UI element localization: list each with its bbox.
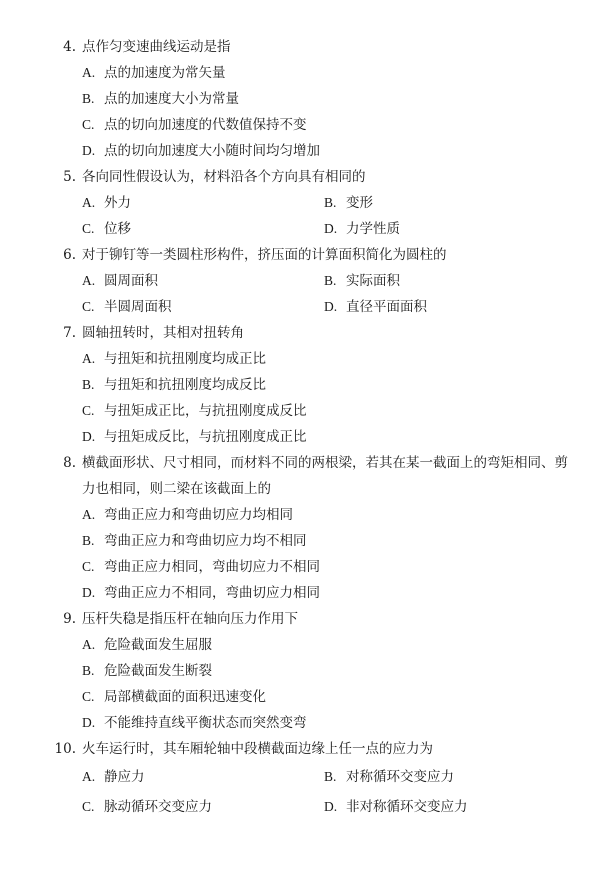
option-c [82, 402, 307, 420]
option-text: 外力 [104, 195, 131, 211]
option-c [82, 798, 212, 816]
option-c [82, 220, 131, 238]
option-text: 不能维持直线平衡状态而突然变弯 [104, 715, 307, 731]
option-letter: B. [82, 91, 95, 106]
option-text: 位移 [104, 221, 131, 237]
option-text: 弯曲正应力不相同，弯曲切应力相同 [104, 585, 320, 601]
option-a [82, 272, 158, 290]
option-letter: A. [82, 507, 96, 522]
option-text: 圆周面积 [104, 273, 158, 289]
question-stem: 压杆失稳是指压杆在轴向压力作用下 [82, 611, 298, 627]
option-letter: C. [82, 221, 95, 236]
option-text: 对称循环交变应力 [346, 769, 454, 785]
option-a [82, 506, 293, 524]
option-letter: C. [82, 117, 95, 132]
question-number: 9. [63, 611, 76, 627]
option-a [82, 768, 145, 786]
option-letter: D. [82, 585, 96, 600]
option-d [324, 220, 400, 238]
option-letter: B. [82, 377, 95, 392]
option-b [324, 194, 373, 212]
option-text: 半圆周面积 [104, 299, 172, 315]
option-text: 点的切向加速度大小随时间均匀增加 [104, 143, 320, 159]
option-text: 危险截面发生断裂 [104, 663, 212, 679]
option-letter: A. [82, 769, 96, 784]
option-text: 与扭矩和抗扭刚度均成正比 [104, 351, 266, 367]
question-stem-line-1: 横截面形状、尺寸相同，而材料不同的两根梁，若其在某一截面上的弯矩相同、剪 [82, 455, 568, 471]
option-letter: B. [324, 195, 337, 210]
option-text: 危险截面发生屈服 [104, 637, 212, 653]
question-stem: 对于铆钉等一类圆柱形构件，挤压面的计算面积简化为圆柱的 [82, 247, 447, 263]
question-number: 4. [63, 39, 76, 55]
option-c [82, 688, 266, 706]
option-letter: D. [324, 299, 338, 314]
option-b [82, 90, 239, 108]
option-letter: A. [82, 637, 96, 652]
question-number: 8. [63, 455, 76, 471]
option-d [82, 584, 320, 602]
option-text: 点的加速度为常矢量 [104, 65, 226, 81]
question-number: 5. [63, 169, 76, 185]
option-letter: D. [82, 715, 96, 730]
option-letter: A. [82, 273, 96, 288]
question-number: 6. [63, 247, 76, 263]
option-letter: C. [82, 799, 95, 814]
option-a [82, 64, 226, 82]
option-letter: A. [82, 65, 96, 80]
question-stem-line-2: 力也相同，则二梁在该截面上的 [82, 481, 271, 497]
option-b [324, 768, 454, 786]
option-a [82, 194, 131, 212]
option-text: 与扭矩成正比，与抗扭刚度成反比 [104, 403, 307, 419]
question-number: 10. [54, 741, 76, 757]
option-d [324, 298, 427, 316]
option-c [82, 116, 307, 134]
option-text: 力学性质 [346, 221, 400, 237]
option-letter: B. [82, 533, 95, 548]
option-text: 脉动循环交变应力 [104, 799, 212, 815]
option-text: 静应力 [104, 769, 145, 785]
option-letter: C. [82, 299, 95, 314]
option-b [82, 532, 307, 550]
question-stem: 点作匀变速曲线运动是指 [82, 39, 231, 55]
question-stem: 火车运行时，其车厢轮轴中段横截面边缘上任一点的应力为 [82, 741, 433, 757]
option-d [82, 142, 320, 160]
option-a [82, 350, 266, 368]
option-text: 实际面积 [346, 273, 400, 289]
option-letter: D. [82, 429, 96, 444]
question-stem: 各向同性假设认为，材料沿各个方向具有相同的 [82, 169, 366, 185]
option-d [82, 714, 307, 732]
option-text: 弯曲正应力和弯曲切应力均相同 [104, 507, 293, 523]
option-b [82, 376, 266, 394]
option-d [324, 798, 468, 816]
option-letter: D. [324, 221, 338, 236]
option-letter: B. [324, 273, 337, 288]
option-a [82, 636, 212, 654]
question-number: 7. [63, 325, 76, 341]
option-letter: A. [82, 351, 96, 366]
option-c [82, 298, 172, 316]
option-letter: D. [324, 799, 338, 814]
option-text: 非对称循环交变应力 [346, 799, 468, 815]
option-b [82, 662, 212, 680]
option-text: 与扭矩成反比，与抗扭刚度成正比 [104, 429, 307, 445]
option-d [82, 428, 307, 446]
option-letter: B. [82, 663, 95, 678]
option-text: 点的切向加速度的代数值保持不变 [104, 117, 307, 133]
option-text: 弯曲正应力相同，弯曲切应力不相同 [104, 559, 320, 575]
option-letter: A. [82, 195, 96, 210]
option-letter: C. [82, 403, 95, 418]
option-letter: D. [82, 143, 96, 158]
option-text: 弯曲正应力和弯曲切应力均不相同 [104, 533, 307, 549]
option-letter: C. [82, 559, 95, 574]
option-text: 变形 [346, 195, 373, 211]
option-b [324, 272, 400, 290]
option-text: 点的加速度大小为常量 [104, 91, 239, 107]
option-text: 与扭矩和抗扭刚度均成反比 [104, 377, 266, 393]
option-letter: C. [82, 689, 95, 704]
option-c [82, 558, 320, 576]
option-text: 直径平面面积 [346, 299, 427, 315]
question-stem: 圆轴扭转时，其相对扭转角 [82, 325, 244, 341]
option-letter: B. [324, 769, 337, 784]
option-text: 局部横截面的面积迅速变化 [104, 689, 266, 705]
